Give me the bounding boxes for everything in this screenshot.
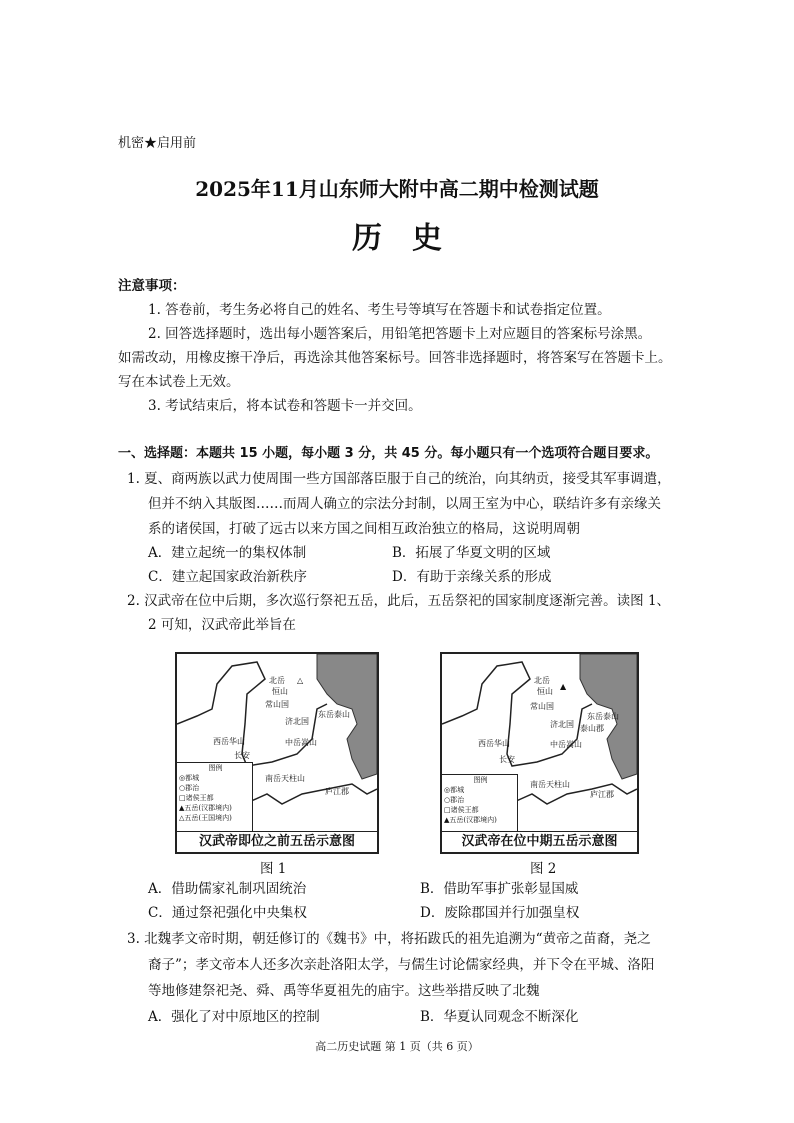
map-place-label: 南岳天柱山 bbox=[265, 774, 305, 783]
legend-item-label: 五岳(汉郡境内) bbox=[449, 816, 497, 824]
legend-item-label: 诸侯王都 bbox=[450, 806, 479, 814]
map-place-label: 北岳 bbox=[534, 676, 550, 685]
map-caption: 汉武帝在位中期五岳示意图 bbox=[442, 831, 637, 852]
map-place-label: 济北国 bbox=[285, 717, 309, 726]
question-1-line: 但并不纳入其版图……而周人确立的宗法分封制，以周王室为中心，联结许多有亲缘关 bbox=[148, 496, 661, 512]
map-place-label: 中岳嵩山 bbox=[285, 738, 317, 747]
legend-item: ▲五岳(汉郡境内) bbox=[444, 816, 497, 824]
map-legend bbox=[177, 762, 253, 832]
figure-1-label: 图 1 bbox=[260, 861, 287, 877]
notice-line: 如需改动，用橡皮擦干净后，再选涂其他答案标号。回答非选择题时，将答案写在答题卡上。 bbox=[118, 350, 672, 366]
exam-title: 2025年11月山东师大附中高二期中检测试题 bbox=[195, 177, 599, 201]
yangtze-river bbox=[249, 784, 377, 804]
legend-item: △五岳(王国境内) bbox=[179, 814, 232, 822]
map-place-label: 中岳嵩山 bbox=[550, 740, 582, 749]
legend-item: □诸侯王都 bbox=[179, 794, 214, 802]
question-1-line: 1. 夏、商两族以武力使周围一些方国部落臣服于自己的统治，向其纳贡，接受其军事调遣， bbox=[127, 471, 671, 487]
q3-option-b: B．华夏认同观念不断深化 bbox=[420, 1009, 579, 1025]
question-1-line: 系的诸侯国，打破了远古以来方国之间相互政治独立的格局，这说明周朝 bbox=[148, 521, 580, 537]
notice-line: 1. 答卷前，考生务必将自己的姓名、考生号等填写在答题卡和试卷指定位置。 bbox=[148, 302, 611, 318]
q2-option-a: A．借助儒家礼制巩固统治 bbox=[148, 881, 307, 897]
map-figure-1 bbox=[175, 652, 379, 854]
map-place-label: 东岳泰山 bbox=[318, 710, 350, 719]
legend-item: ○郡治 bbox=[179, 784, 200, 792]
map-place-label: 庐江郡 bbox=[590, 790, 614, 799]
confidential-mark: 机密★启用前 bbox=[118, 136, 197, 151]
section-heading: 一、选择题：本题共 15 小题，每小题 3 分，共 45 分。每小题只有一个选项符合题目要求。 bbox=[118, 446, 659, 461]
map-place-label: 济北国 bbox=[550, 720, 574, 729]
question-3-line: 3. 北魏孝文帝时期，朝廷修订的《魏书》中，将拓跋氏的祖先追溯为“黄帝之苗裔，尧之 bbox=[127, 931, 651, 947]
legend-item-label: 五岳(王国境内) bbox=[184, 814, 232, 822]
map-place-label: 泰山郡 bbox=[580, 724, 604, 733]
question-2-line: 2. 汉武帝在位中后期，多次巡行祭祀五岳，此后，五岳祭祀的国家制度逐渐完善。读图 1、 bbox=[127, 593, 671, 609]
legend-item: □诸侯王都 bbox=[444, 806, 479, 814]
map-place-label: 西岳华山 bbox=[478, 739, 510, 748]
legend-item-label: 郡治 bbox=[185, 784, 200, 792]
map-place-label: 庐江郡 bbox=[325, 787, 349, 796]
map-place-label: 常山国 bbox=[265, 700, 289, 709]
notice-line: 2. 回答选择题时，选出每小题答案后，用铅笔把答题卡上对应题目的答案标号涂黑。 bbox=[148, 326, 652, 342]
legend-item-label: 诸侯王都 bbox=[185, 794, 214, 802]
map-figure-2 bbox=[440, 652, 639, 854]
q2-option-b: B．借助军事扩张彰显国威 bbox=[420, 881, 579, 897]
map-legend bbox=[442, 774, 518, 832]
legend-item: 图例 bbox=[473, 776, 488, 784]
legend-item: ▲五岳(汉郡境内) bbox=[179, 804, 232, 812]
mountain-icon: ▲ bbox=[560, 682, 567, 691]
legend-item-label: 郡治 bbox=[450, 796, 465, 804]
legend-item: 图例 bbox=[208, 764, 223, 772]
legend-item: ○郡治 bbox=[444, 796, 465, 804]
q1-option-c: C．建立起国家政治新秩序 bbox=[148, 569, 307, 585]
figure-2-label: 图 2 bbox=[530, 861, 557, 877]
map-place-label: 东岳泰山 bbox=[587, 712, 619, 721]
legend-item: ◎都城 bbox=[444, 786, 465, 794]
notice-line: 3. 考试结束后，将本试卷和答题卡一并交回。 bbox=[148, 398, 422, 414]
q3-option-a: A．强化了对中原地区的控制 bbox=[148, 1009, 320, 1025]
notice-heading: 注意事项： bbox=[118, 278, 186, 294]
yellow-river bbox=[442, 662, 592, 766]
q2-option-c: C．通过祭祀强化中央集权 bbox=[148, 905, 307, 921]
map-place-label: 西岳华山 bbox=[213, 737, 245, 746]
map-place-label: 长安 bbox=[499, 755, 515, 764]
map-place-label: 常山国 bbox=[530, 702, 554, 711]
q2-option-d: D．废除郡国并行加强皇权 bbox=[420, 905, 580, 921]
map-place-label: 恒山 bbox=[537, 687, 553, 696]
legend-item-label: 都城 bbox=[185, 774, 200, 782]
map-place-label: 南岳天柱山 bbox=[530, 780, 570, 789]
notice-line: 写在本试卷上无效。 bbox=[118, 374, 240, 390]
yellow-river bbox=[177, 662, 327, 766]
map-place-label: 恒山 bbox=[272, 687, 288, 696]
map-place-label: 北岳 bbox=[269, 676, 285, 685]
subject-title: 历 史 bbox=[352, 221, 442, 256]
page-footer: 高二历史试题 第 1 页（共 6 页） bbox=[315, 1040, 479, 1053]
q1-option-b: B．拓展了华夏文明的区域 bbox=[392, 545, 551, 561]
map-place-label: 长安 bbox=[234, 751, 250, 760]
question-3-line: 裔子”；孝文帝本人还多次亲赴洛阳太学，与儒生讨论儒家经典，并下令在平城、洛阳 bbox=[148, 957, 655, 973]
legend-item-label: 五岳(汉郡境内) bbox=[184, 804, 232, 812]
q1-option-a: A．建立起统一的集权体制 bbox=[148, 545, 307, 561]
mountain-icon: △ bbox=[297, 676, 304, 685]
legend-item-label: 都城 bbox=[450, 786, 465, 794]
legend-item: ◎都城 bbox=[179, 774, 200, 782]
question-3-line: 等地修建祭祀尧、舜、禹等华夏祖先的庙宇。这些举措反映了北魏 bbox=[148, 983, 540, 999]
question-2-line: 2 可知，汉武帝此举旨在 bbox=[148, 617, 296, 633]
map-caption: 汉武帝即位之前五岳示意图 bbox=[177, 831, 377, 852]
q1-option-d: D．有助于亲缘关系的形成 bbox=[392, 569, 552, 585]
